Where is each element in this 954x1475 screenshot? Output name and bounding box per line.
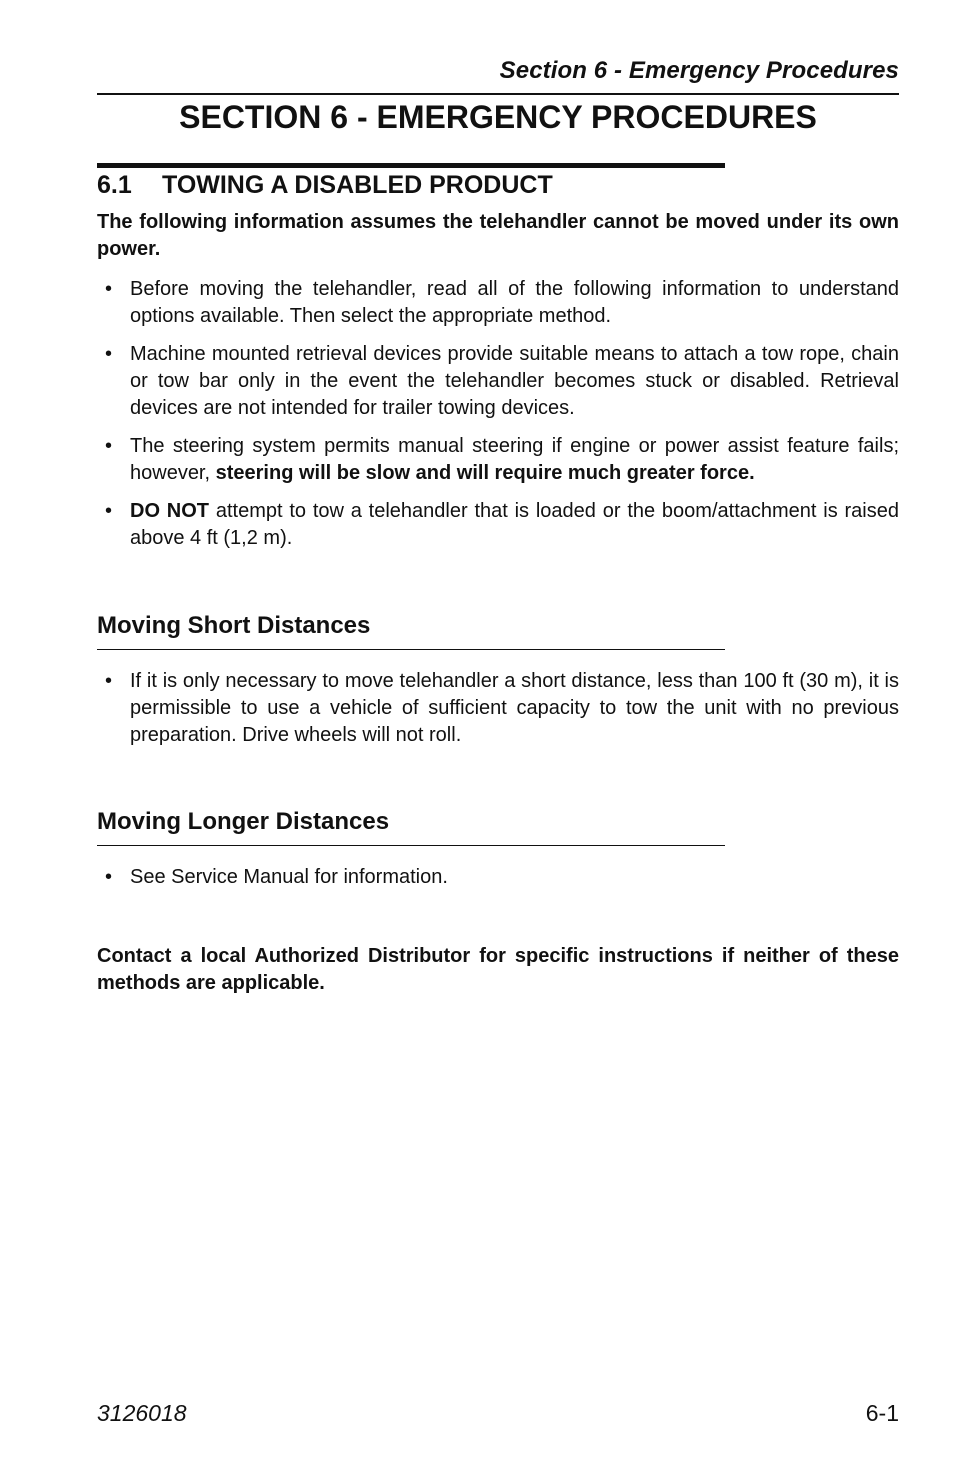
bullet-glyph: •	[105, 343, 113, 365]
towing-heading-number: 6.1	[97, 171, 132, 199]
bullet-glyph: •	[105, 435, 113, 457]
bullet-glyph: •	[105, 500, 113, 522]
longer-distances-rule	[97, 845, 725, 846]
document-number: 3126018	[97, 1400, 187, 1426]
list-item	[97, 433, 899, 487]
bullet-glyph: •	[105, 866, 113, 888]
section-title: SECTION 6 - EMERGENCY PROCEDURES	[179, 99, 817, 135]
short-distances-rule	[97, 649, 725, 650]
bullet-text: See Service Manual for information.	[130, 866, 448, 888]
towing-heading	[97, 171, 553, 200]
bullet-emphasis: steering will be slow and will require much greater force.	[215, 462, 755, 484]
list-item	[97, 864, 899, 891]
bullet-glyph: •	[105, 670, 113, 692]
bullet-emphasis: DO NOT	[130, 500, 210, 522]
bullet-text: Before moving the telehandler, read all of the following information to understand options available. Then select the appropriate method.	[130, 278, 899, 327]
longer-distances-heading: Moving Longer Distances	[97, 808, 390, 835]
short-distances-heading: Moving Short Distances	[97, 612, 371, 639]
longer-distances-bullet-list	[97, 864, 899, 902]
running-header: Section 6 - Emergency Procedures	[499, 57, 899, 84]
bullet-text: Machine mounted retrieval devices provide suitable means to attach a tow rope, chain or tow bar only in the event the telehandler becomes stuck or disabled. Retrieval devices are not intended for trailer towing devices.	[130, 343, 899, 419]
list-item	[97, 276, 899, 330]
bullet-glyph: •	[105, 278, 113, 300]
bullet-text: If it is only necessary to move telehandler a short distance, less than 100 ft (30 m), it is permissible to use a vehicle of sufficient capacity to tow the unit with no previous preparation. Drive wheels will not roll.	[130, 670, 899, 746]
towing-intro: The following information assumes the telehandler cannot be moved under its own power.	[97, 211, 899, 260]
bullet-text: attempt to tow a telehandler that is loaded or the boom/attachment is raised above 4 ft (1,2 m).	[130, 500, 899, 549]
list-item	[97, 341, 899, 422]
list-item	[97, 498, 899, 552]
list-item	[97, 668, 899, 749]
section-divider	[97, 163, 725, 168]
header-rule	[97, 93, 899, 95]
towing-heading-text: TOWING A DISABLED PRODUCT	[162, 171, 553, 199]
page-number: 6-1	[865, 1400, 899, 1426]
short-distances-bullet-list	[97, 668, 899, 760]
contact-note: Contact a local Authorized Distributor for specific instructions if neither of these methods are applicable.	[97, 945, 899, 994]
manual-page	[97, 0, 899, 1475]
towing-bullet-list	[97, 276, 899, 563]
bullet-text: The steering system permits manual steering if engine or power assist feature fails; however,	[130, 435, 899, 484]
